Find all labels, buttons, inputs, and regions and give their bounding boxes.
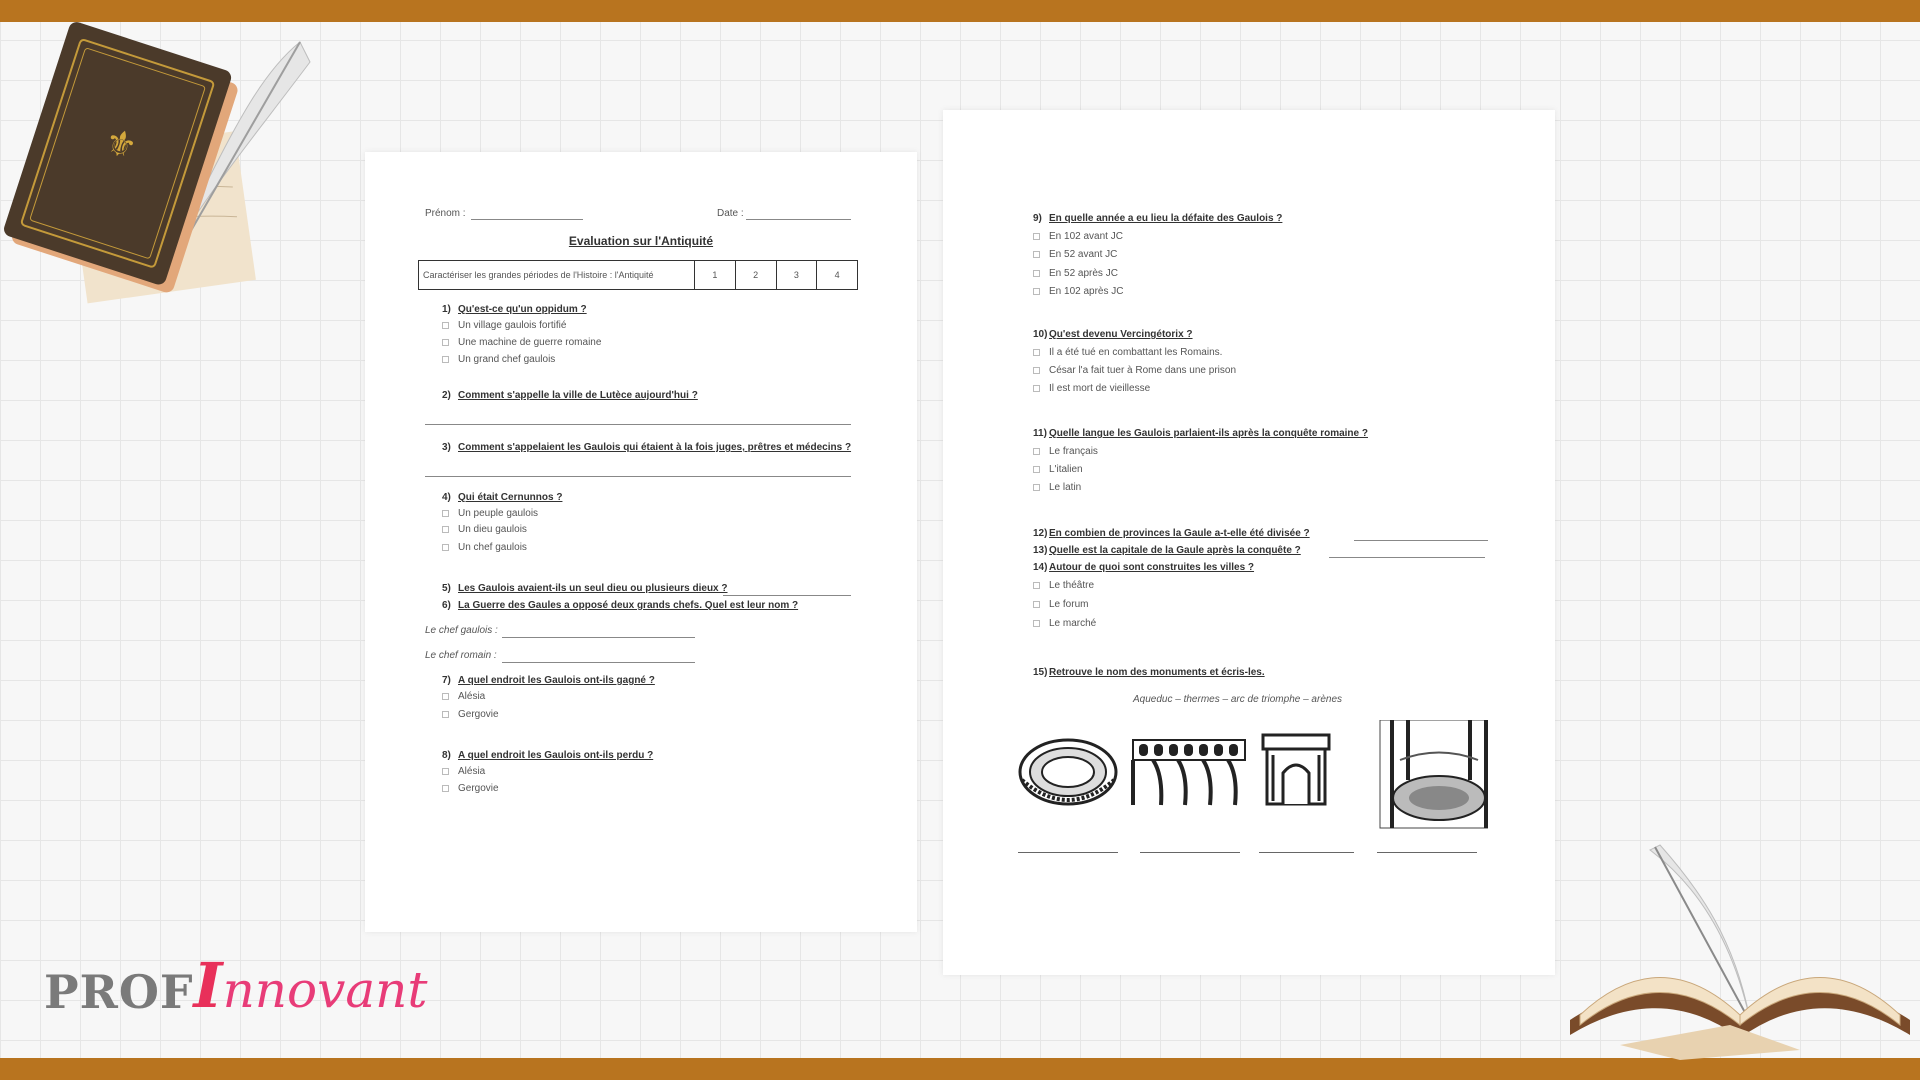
question-5: 5) Les Gaulois avaient-ils un seul dieu ou plusieurs dieux ? bbox=[442, 583, 728, 594]
checkbox bbox=[1033, 601, 1040, 608]
logo-innovant-text: Innovant bbox=[193, 949, 428, 1022]
checkbox bbox=[1033, 466, 1040, 473]
prenom-label: Prénom : bbox=[425, 208, 466, 219]
grading-level-2[interactable]: 2 bbox=[735, 261, 776, 290]
answer-option[interactable]: Le latin bbox=[1033, 482, 1081, 493]
checkbox bbox=[442, 322, 449, 329]
question-8: 8) A quel endroit les Gaulois ont-ils perdu ? bbox=[442, 750, 654, 761]
answer-option[interactable]: En 102 après JC bbox=[1033, 286, 1124, 297]
checkbox bbox=[1033, 251, 1040, 258]
checkbox bbox=[442, 339, 449, 346]
date-field[interactable] bbox=[746, 219, 851, 220]
logo-prof-text: PROF bbox=[44, 965, 194, 1019]
question-2: 2) Comment s'appelle la ville de Lutèce aujourd'hui ? bbox=[442, 390, 698, 401]
answer-option[interactable]: Une machine de guerre romaine bbox=[442, 337, 601, 348]
checkbox bbox=[1033, 367, 1040, 374]
question-6: 6) La Guerre des Gaules a opposé deux grands chefs. Quel est leur nom ? bbox=[442, 600, 799, 611]
grading-level-4[interactable]: 4 bbox=[817, 261, 858, 290]
evaluation-page-2 bbox=[943, 110, 1555, 975]
page-title: Evaluation sur l'Antiquité bbox=[568, 234, 714, 248]
open-book-quill-illustration bbox=[1560, 820, 1920, 1060]
checkbox bbox=[442, 544, 449, 551]
answer-option[interactable]: Gergovie bbox=[442, 783, 499, 794]
monument-answer-line[interactable] bbox=[1140, 852, 1240, 853]
answer-option[interactable]: Un village gaulois fortifié bbox=[442, 320, 566, 331]
grading-table bbox=[418, 260, 858, 290]
top-border-band bbox=[0, 0, 1920, 22]
svg-text:⚜: ⚜ bbox=[98, 120, 143, 170]
answer-option[interactable]: En 102 avant JC bbox=[1033, 231, 1123, 242]
question-9: 9) En quelle année a eu lieu la défaite des Gaulois ? bbox=[1033, 213, 1283, 224]
grading-criterion: Caractériser les grandes périodes de l'Histoire : l'Antiquité bbox=[419, 261, 695, 290]
evaluation-page-1 bbox=[365, 152, 917, 932]
answer-option[interactable]: En 52 avant JC bbox=[1033, 249, 1117, 260]
answer-option[interactable]: En 52 après JC bbox=[1033, 268, 1118, 279]
checkbox bbox=[442, 711, 449, 718]
question-14: 14) Autour de quoi sont construites les villes ? bbox=[1033, 562, 1255, 573]
checkbox bbox=[1033, 288, 1040, 295]
answer-option[interactable]: Le marché bbox=[1033, 618, 1096, 629]
checkbox bbox=[1033, 385, 1040, 392]
answer-line[interactable] bbox=[723, 595, 851, 596]
question-10: 10) Qu'est devenu Vercingétorix ? bbox=[1033, 329, 1193, 340]
question-1: 1) Qu'est-ce qu'un oppidum ? bbox=[442, 304, 587, 315]
question-7: 7) A quel endroit les Gaulois ont-ils gagné ? bbox=[442, 675, 655, 686]
answer-option[interactable]: Alésia bbox=[442, 691, 485, 702]
checkbox bbox=[1033, 620, 1040, 627]
checkbox bbox=[1033, 233, 1040, 240]
monument-answer-line[interactable] bbox=[1259, 852, 1354, 853]
chef-gaulois-label: Le chef gaulois : bbox=[425, 625, 498, 636]
triumphal-arch-illustration bbox=[1263, 735, 1329, 804]
answer-option[interactable]: Un grand chef gaulois bbox=[442, 354, 555, 365]
chef-romain-field[interactable] bbox=[502, 662, 695, 663]
question-12: 12) En combien de provinces la Gaule a-t-elle été divisée ? bbox=[1033, 528, 1310, 539]
question-13: 13) Quelle est la capitale de la Gaule après la conquête ? bbox=[1033, 545, 1301, 556]
checkbox bbox=[442, 693, 449, 700]
chef-romain-label: Le chef romain : bbox=[425, 650, 497, 661]
answer-line[interactable] bbox=[425, 424, 851, 425]
answer-option[interactable]: Il a été tué en combattant les Romains. bbox=[1033, 347, 1222, 358]
monument-answer-line[interactable] bbox=[1018, 852, 1118, 853]
monument-answer-line[interactable] bbox=[1377, 852, 1477, 853]
answer-option[interactable]: Le français bbox=[1033, 446, 1098, 457]
grading-level-1[interactable]: 1 bbox=[695, 261, 736, 290]
answer-option[interactable]: Un dieu gaulois bbox=[442, 524, 527, 535]
checkbox bbox=[442, 785, 449, 792]
answer-option[interactable]: Alésia bbox=[442, 766, 485, 777]
answer-option[interactable]: Il est mort de vieillesse bbox=[1033, 383, 1150, 394]
word-bank: Aqueduc – thermes – arc de triomphe – arènes bbox=[1133, 694, 1343, 705]
checkbox bbox=[442, 510, 449, 517]
profinnovant-logo bbox=[44, 949, 428, 1022]
checkbox bbox=[1033, 582, 1040, 589]
answer-option[interactable]: Gergovie bbox=[442, 709, 499, 720]
question-3: 3) Comment s'appelaient les Gaulois qui étaient à la fois juges, prêtres et médecins ? bbox=[442, 442, 852, 453]
chef-gaulois-field[interactable] bbox=[502, 637, 695, 638]
aqueduct-illustration bbox=[1133, 740, 1245, 805]
checkbox bbox=[1033, 484, 1040, 491]
question-11: 11) Quelle langue les Gaulois parlaient-ils après la conquête romaine ? bbox=[1033, 428, 1368, 439]
checkbox bbox=[442, 526, 449, 533]
checkbox bbox=[442, 356, 449, 363]
answer-option[interactable]: Le théâtre bbox=[1033, 580, 1094, 591]
answer-line[interactable] bbox=[425, 476, 851, 477]
question-15: 15) Retrouve le nom des monuments et écris-les. bbox=[1033, 667, 1265, 678]
answer-option[interactable]: Un chef gaulois bbox=[442, 542, 527, 553]
answer-option[interactable]: Un peuple gaulois bbox=[442, 508, 538, 519]
answer-line[interactable] bbox=[1354, 540, 1488, 541]
baths-illustration bbox=[1380, 720, 1488, 828]
checkbox bbox=[1033, 448, 1040, 455]
date-label: Date : bbox=[717, 208, 744, 219]
answer-line[interactable] bbox=[1329, 557, 1485, 558]
answer-option[interactable]: L'italien bbox=[1033, 464, 1083, 475]
question-4: 4) Qui était Cernunnos ? bbox=[442, 492, 563, 503]
arena-illustration bbox=[1020, 740, 1116, 804]
checkbox bbox=[1033, 349, 1040, 356]
monument-illustrations bbox=[1018, 720, 1488, 835]
checkbox bbox=[442, 768, 449, 775]
prenom-field[interactable] bbox=[471, 219, 583, 220]
bottom-border-band bbox=[0, 1058, 1920, 1080]
answer-option[interactable]: César l'a fait tuer à Rome dans une prison bbox=[1033, 365, 1236, 376]
checkbox bbox=[1033, 270, 1040, 277]
grading-level-3[interactable]: 3 bbox=[776, 261, 817, 290]
answer-option[interactable]: Le forum bbox=[1033, 599, 1088, 610]
book-quill-illustration bbox=[0, 22, 320, 312]
